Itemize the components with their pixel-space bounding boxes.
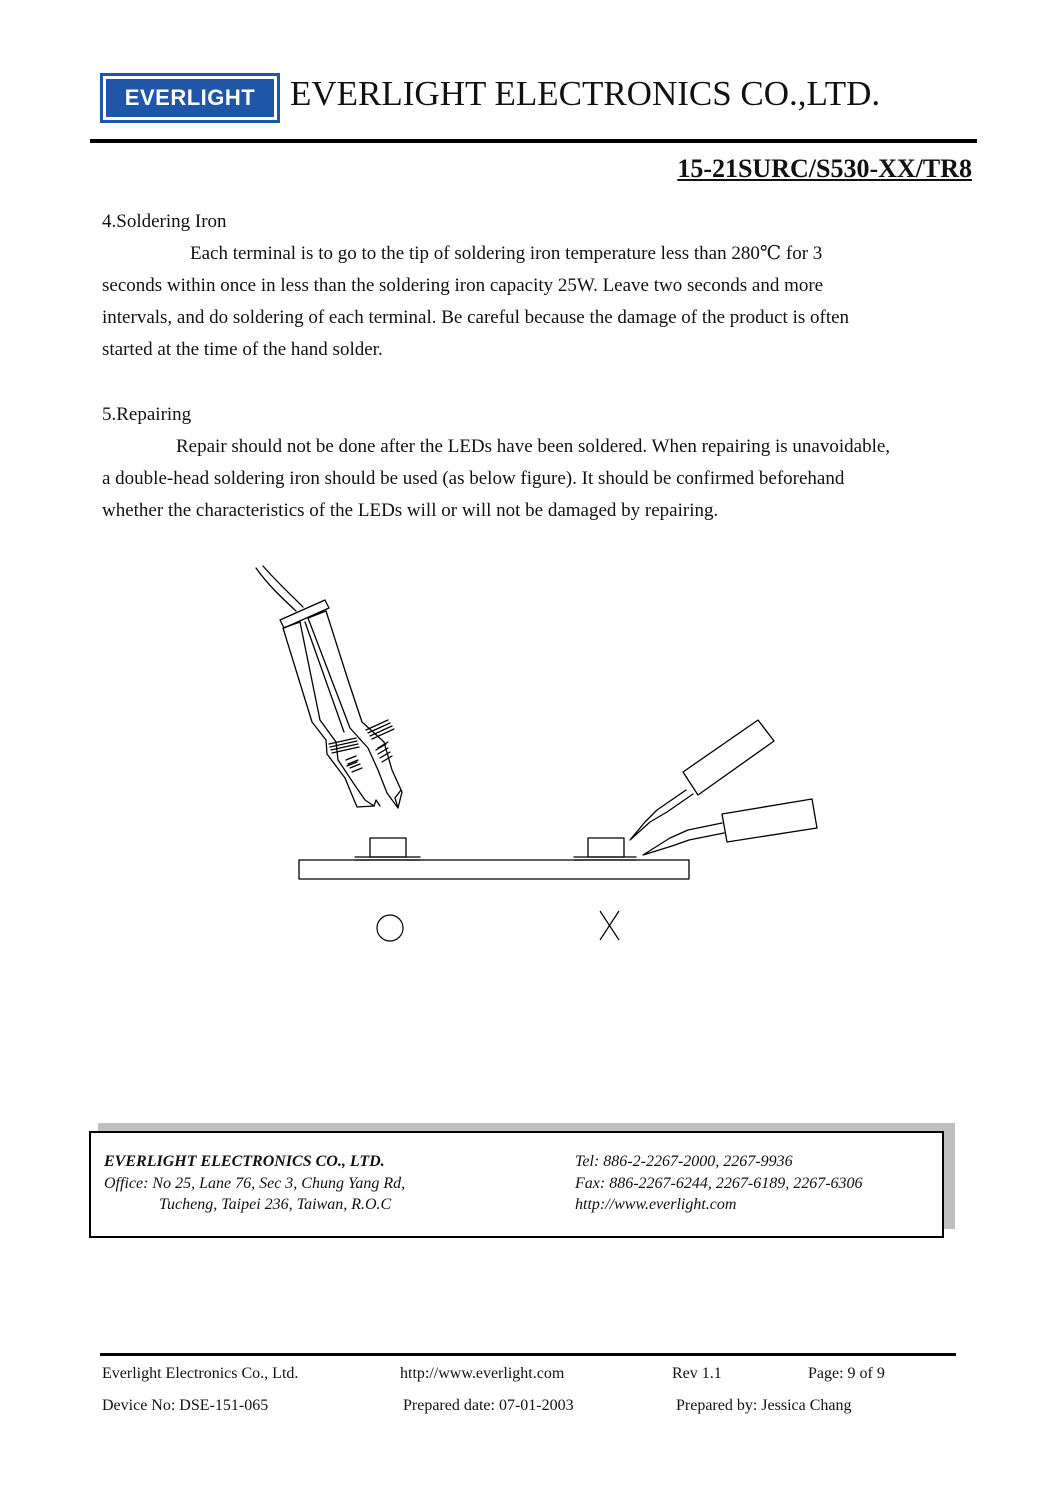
footer-device-number: Device No: DSE-151-065 bbox=[102, 1397, 269, 1414]
footer-prepared-date: Prepared date: 07-01-2003 bbox=[403, 1397, 574, 1414]
led-left-body bbox=[370, 838, 406, 857]
led-right-body bbox=[588, 838, 624, 857]
paragraph-line: Repair should not be done after the LEDs have been soldered. When repairing is unavoidable, bbox=[176, 436, 891, 457]
contact-fax: Fax: 886-2267-6244, 2267-6189, 2267-6306 bbox=[575, 1175, 863, 1192]
paragraph-line: whether the characteristics of the LEDs will or will not be damaged by repairing. bbox=[102, 500, 719, 521]
left-hatch bbox=[346, 756, 362, 772]
footer-revision: Rev 1.1 bbox=[672, 1365, 722, 1382]
iron-cable bbox=[256, 568, 296, 611]
contact-company: EVERLIGHT ELECTRONICS CO., LTD. bbox=[104, 1153, 385, 1170]
footer-divider bbox=[100, 1353, 956, 1356]
pcb-board bbox=[299, 860, 689, 879]
double-iron-right-arm bbox=[308, 611, 402, 808]
footer-prepared-by: Prepared by: Jessica Chang bbox=[676, 1397, 852, 1414]
single-iron-lower-handle bbox=[722, 799, 817, 842]
contact-box bbox=[89, 1131, 944, 1238]
bad-mark-x bbox=[600, 911, 619, 940]
iron-collar bbox=[280, 600, 329, 628]
left-coil bbox=[329, 738, 359, 753]
company-title: EVERLIGHT ELECTRONICS CO.,LTD. bbox=[290, 74, 881, 113]
footer-company: Everlight Electronics Co., Ltd. bbox=[102, 1365, 299, 1382]
paragraph-line: started at the time of the hand solder. bbox=[102, 339, 383, 360]
double-iron-left-arm bbox=[283, 622, 374, 807]
part-number: 15-21SURC/S530-XX/TR8 bbox=[677, 154, 972, 183]
left-tip bbox=[374, 800, 380, 806]
logo-text: EVERLIGHT bbox=[106, 79, 274, 117]
single-iron-upper-handle bbox=[683, 720, 774, 795]
contact-tel: Tel: 886-2-2267-2000, 2267-9936 bbox=[575, 1153, 793, 1170]
iron-cable bbox=[263, 566, 303, 607]
single-iron-lower-shaft bbox=[643, 823, 724, 855]
paragraph-line: intervals, and do soldering of each terminal. Be careful because the damage of the product is often bbox=[102, 307, 850, 328]
right-hatch bbox=[376, 742, 392, 762]
paragraph-line: seconds within once in less than the soldering iron capacity 25W. Leave two seconds and more bbox=[102, 275, 824, 296]
section-heading-repairing: 5.Repairing bbox=[102, 404, 192, 425]
good-mark-circle bbox=[377, 915, 403, 941]
contact-office-line2: Tucheng, Taipei 236, Taiwan, R.O.C bbox=[159, 1196, 392, 1213]
paragraph-line: a double-head soldering iron should be used (as below figure). It should be confirmed beforehand bbox=[102, 468, 845, 489]
footer-page-number: Page: 9 of 9 bbox=[808, 1365, 885, 1382]
contact-office-line1: Office: No 25, Lane 76, Sec 3, Chung Yang Rd, bbox=[104, 1175, 406, 1192]
paragraph-line: Each terminal is to go to the tip of soldering iron temperature less than 280℃ for 3 bbox=[190, 243, 823, 264]
contact-website[interactable]: http://www.everlight.com bbox=[575, 1196, 737, 1213]
footer-url[interactable]: http://www.everlight.com bbox=[400, 1365, 565, 1382]
section-heading-soldering-iron: 4.Soldering Iron bbox=[102, 211, 227, 232]
